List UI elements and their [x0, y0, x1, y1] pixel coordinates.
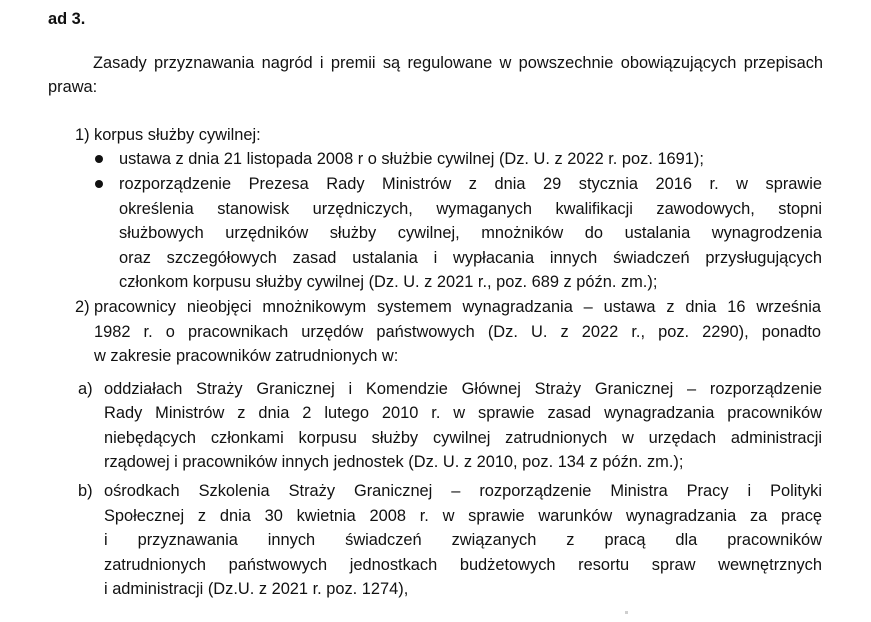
intro-paragraph: Zasady przyznawania nagród i premii są regulowane w powszechnie obowiązujących przepisach prawa:	[48, 54, 823, 97]
item-b-line-4: zatrudnionych państwowych jednostkach budżetowych resortu spraw wewnętrznych	[104, 556, 822, 574]
item-a-line-3: niebędących członkami korpusu służby cywilnej zatrudnionych w urzędach administracji	[104, 429, 822, 447]
item-a-line-4: rządowej i pracowników innych jednostek (Dz. U. z 2010, poz. 134 z późn. zm.);	[104, 453, 684, 471]
bullet-2-line-3: służbowych urzędników służby cywilnej, mnożników do ustalania wynagrodzenia	[119, 224, 822, 242]
item-1-line-1: korpus służby cywilnej:	[94, 126, 261, 144]
bullet-2-line-1: rozporządzenie Prezesa Rady Ministrów z dnia 29 stycznia 2016 r. w sprawie	[119, 175, 822, 193]
bullet-2-line-5: członkom korpusu służby cywilnej (Dz. U. z 2021 r., poz. 689 z późn. zm.);	[119, 273, 658, 291]
list-marker-b: b)	[78, 482, 93, 500]
item-2-line-1: pracownicy nieobjęci mnożnikowym systemem wynagradzania – ustawa z dnia 16 września	[94, 298, 821, 316]
bullet-2-line-2: określenia stanowisk urzędniczych, wymaganych kwalifikacji zawodowych, stopni	[119, 200, 822, 218]
section-heading: ad 3.	[48, 10, 86, 28]
item-b-line-1: ośrodkach Szkolenia Straży Granicznej – rozporządzenie Ministra Pracy i Polityki	[104, 482, 822, 500]
item-a-line-2: Rady Ministrów z dnia 2 lutego 2010 r. w sprawie zasad wynagradzania pracowników	[104, 404, 822, 422]
item-b-line-2: Społecznej z dnia 30 kwietnia 2008 r. w sprawie warunków wynagradzania za pracę	[104, 507, 822, 525]
item-a-line-1: oddziałach Straży Granicznej i Komendzie Głównej Straży Granicznej – rozporządzenie	[104, 380, 822, 398]
item-b-line-3: i przyznawania innych świadczeń związanych z pracą dla pracowników	[104, 531, 822, 549]
list-marker-2: 2)	[75, 298, 90, 316]
bullet-dot-icon	[95, 155, 103, 163]
bullet-dot-icon	[95, 180, 103, 188]
item-b-line-5: i administracji (Dz.U. z 2021 r. poz. 1274),	[104, 580, 409, 598]
bullet-2-line-4: oraz szczegółowych zasad ustalania i wypłacania innych świadczeń przysługujących	[119, 249, 822, 267]
list-marker-1: 1)	[75, 126, 90, 144]
bullet-1-line-1: ustawa z dnia 21 listopada 2008 r o służbie cywilnej (Dz. U. z 2022 r. poz. 1691);	[119, 150, 704, 168]
item-2-line-3: w zakresie pracowników zatrudnionych w:	[94, 347, 399, 365]
list-marker-a: a)	[78, 380, 93, 398]
scan-speck	[625, 611, 628, 614]
item-2-line-2: 1982 r. o pracownikach urzędów państwowych (Dz. U. z 2022 r., poz. 2290), ponadto	[94, 323, 821, 341]
